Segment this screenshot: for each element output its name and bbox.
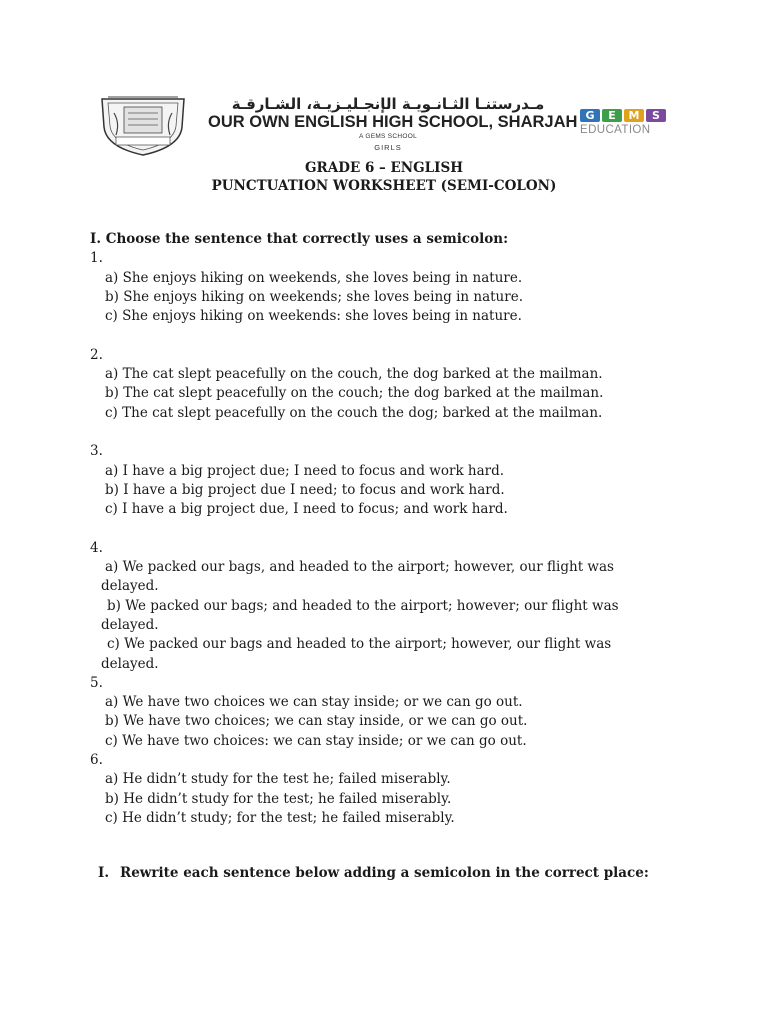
option-b: b) The cat slept peacefully on the couch; the dog barked at the mailman. [105, 385, 604, 402]
gems-letter-g: G [580, 109, 600, 122]
question-6 [90, 751, 670, 828]
school-name-arabic: مـدرستنـا الثـانـويـة الإنجـليـزيـة، الشـارقـة [231, 95, 545, 113]
option-c: c) I have a big project due, I need to focus; and work hard. [105, 501, 508, 518]
question-number: 2. [90, 346, 103, 363]
question-4 [90, 539, 670, 674]
question-number: 6. [90, 752, 103, 769]
school-subtitle: A GEMS SCHOOL [358, 133, 418, 140]
gems-letter-m: M [624, 109, 644, 122]
gems-letter-e: E [602, 109, 622, 122]
question-number: 3. [90, 443, 103, 460]
section-2-number: I. [98, 865, 110, 881]
question-number: 5. [90, 674, 103, 691]
option-c: c) We packed our bags and headed to the airport; however, our flight was delayed. [101, 636, 612, 672]
option-b: b) I have a big project due I need; to focus and work hard. [105, 481, 505, 498]
option-a: a) I have a big project due; I need to focus and work hard. [105, 462, 505, 479]
gems-letter-s: S [646, 109, 666, 122]
section-1 [90, 230, 670, 828]
option-b: b) He didn’t study for the test; he failed miserably. [105, 790, 452, 807]
option-a: a) She enjoys hiking on weekends, she loves being in nature. [105, 269, 523, 286]
section-1-heading: I. Choose the sentence that correctly uses a semicolon: [90, 231, 509, 247]
gems-education-logo [580, 109, 680, 136]
school-campus: GIRLS [374, 143, 402, 152]
school-header [90, 93, 680, 159]
question-1 [90, 249, 670, 326]
worksheet-grade-title: GRADE 6 – ENGLISH [305, 160, 463, 176]
gems-education-label: EDUCATION [580, 124, 651, 136]
option-b: b) We have two choices; we can stay inside, or we can go out. [105, 713, 528, 730]
option-c: c) She enjoys hiking on weekends: she loves being in nature. [105, 308, 522, 325]
option-c: c) We have two choices: we can stay inside; or we can go out. [105, 732, 527, 749]
option-a: a) He didn’t study for the test he; failed miserably. [105, 771, 451, 788]
question-2 [90, 346, 670, 423]
option-a: a) We have two choices we can stay inside; or we can go out. [105, 694, 523, 711]
question-number: 4. [90, 539, 103, 556]
gems-logo-mark [580, 109, 680, 122]
option-c: c) He didn’t study; for the test; he failed miserably. [105, 809, 455, 826]
section-2 [98, 865, 658, 882]
school-name: OUR OWN ENGLISH HIGH SCHOOL, SHARJAH [208, 113, 578, 131]
question-5 [90, 674, 670, 751]
section-2-heading: Rewrite each sentence below adding a semicolon in the correct place: [120, 865, 649, 881]
school-name-block [208, 95, 578, 154]
option-b: b) We packed our bags; and headed to the airport; however; our flight was delayed. [101, 597, 619, 633]
option-a: a) We packed our bags, and headed to the airport; however, our flight was delayed. [101, 559, 614, 595]
worksheet-topic-title: PUNCTUATION WORKSHEET (SEMI-COLON) [211, 178, 557, 194]
school-crest-logo [94, 93, 192, 157]
option-c: c) The cat slept peacefully on the couch the dog; barked at the mailman. [105, 404, 603, 421]
question-3 [90, 442, 670, 519]
option-b: b) She enjoys hiking on weekends; she loves being in nature. [105, 288, 523, 305]
question-number: 1. [90, 250, 103, 267]
option-a: a) The cat slept peacefully on the couch, the dog barked at the mailman. [105, 366, 603, 383]
